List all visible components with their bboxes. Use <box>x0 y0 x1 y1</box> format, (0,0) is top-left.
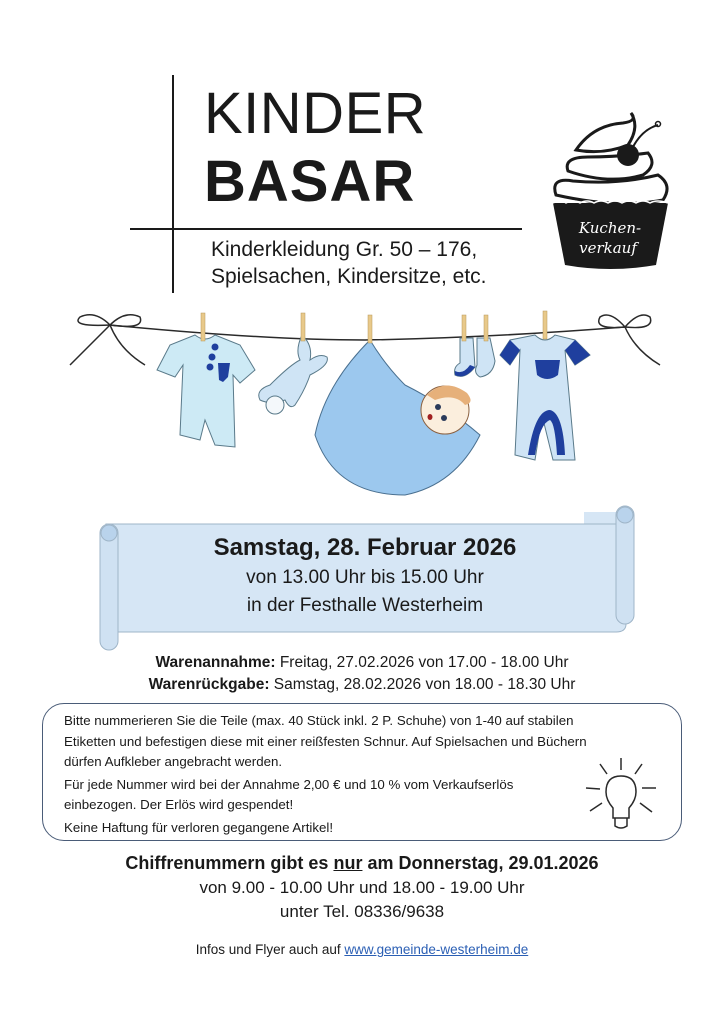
info-text <box>64 711 624 840</box>
website-link[interactable]: www.gemeinde-westerheim.de <box>344 942 529 957</box>
clothesline-illustration <box>65 305 665 505</box>
footer <box>60 941 664 959</box>
title-kinder: KINDER <box>204 81 427 146</box>
romper-left-icon <box>157 335 255 447</box>
baby-bundle-icon <box>315 340 480 495</box>
info-paragraph-1: Bitte nummerieren Sie die Teile (max. 40 Stück inkl. 2 P. Schuhe) von 1-40 auf stabilen Etiketten und befestigen diese mit einer reißfesten Schnur. Auf Spielsachen und Büchern dürfen Aufkleber angebracht werden. <box>64 713 587 769</box>
goods-schedule <box>60 652 664 696</box>
info-paragraph-3: Keine Haftung für verloren gegangene Artikel! <box>64 819 334 835</box>
goods-return: Warenrückgabe: Samstag, 28.02.2026 von 18.00 - 18.30 Uhr <box>148 676 576 693</box>
romper-right-icon <box>500 335 590 460</box>
socks-icon <box>455 338 495 377</box>
event-details <box>120 532 610 620</box>
cupcake-icon <box>548 105 678 275</box>
bunny-icon <box>259 335 328 414</box>
lightbulb-icon <box>582 756 660 834</box>
subtitle-line-2: Spielsachen, Kindersitze, etc. <box>211 265 487 288</box>
svg-text:Kuchen-: Kuchen- <box>578 219 642 237</box>
subtitle-line-1: Kinderkleidung Gr. 50 – 176, <box>211 238 478 261</box>
info-paragraph-2: Für jede Nummer wird bei der Annahme 2,00 € und 10 % vom Verkaufserlös einbezogen. Der Erlös wird gespendet! <box>64 776 514 812</box>
event-date: Samstag, 28. Februar 2026 <box>213 534 517 561</box>
subtitle <box>211 236 486 290</box>
left-bow-icon <box>70 315 145 365</box>
event-time: von 13.00 Uhr bis 15.00 Uhr <box>246 567 484 588</box>
right-bow-icon <box>599 315 660 365</box>
footer-text: Infos und Flyer auch auf <box>195 942 345 957</box>
event-location: in der Festhalle Westerheim <box>246 595 484 616</box>
header-vertical-rule <box>172 75 174 293</box>
title-basar: BASAR <box>204 149 416 214</box>
chiffre-times: von 9.00 - 10.00 Uhr und 18.00 - 19.00 Uhr <box>199 878 525 897</box>
clothespin-icons <box>201 311 547 343</box>
chiffre-phone: unter Tel. 08336/9638 <box>279 902 445 921</box>
chiffre-title: Chiffrenummern gibt es nur am Donnerstag, 29.01.2026 <box>125 853 599 873</box>
chiffre-section <box>60 850 664 924</box>
header-horizontal-rule <box>130 228 522 230</box>
goods-intake: Warenannahme: Freitag, 27.02.2026 von 17.00 - 18.00 Uhr <box>155 654 569 671</box>
svg-text:verkauf: verkauf <box>579 239 637 257</box>
